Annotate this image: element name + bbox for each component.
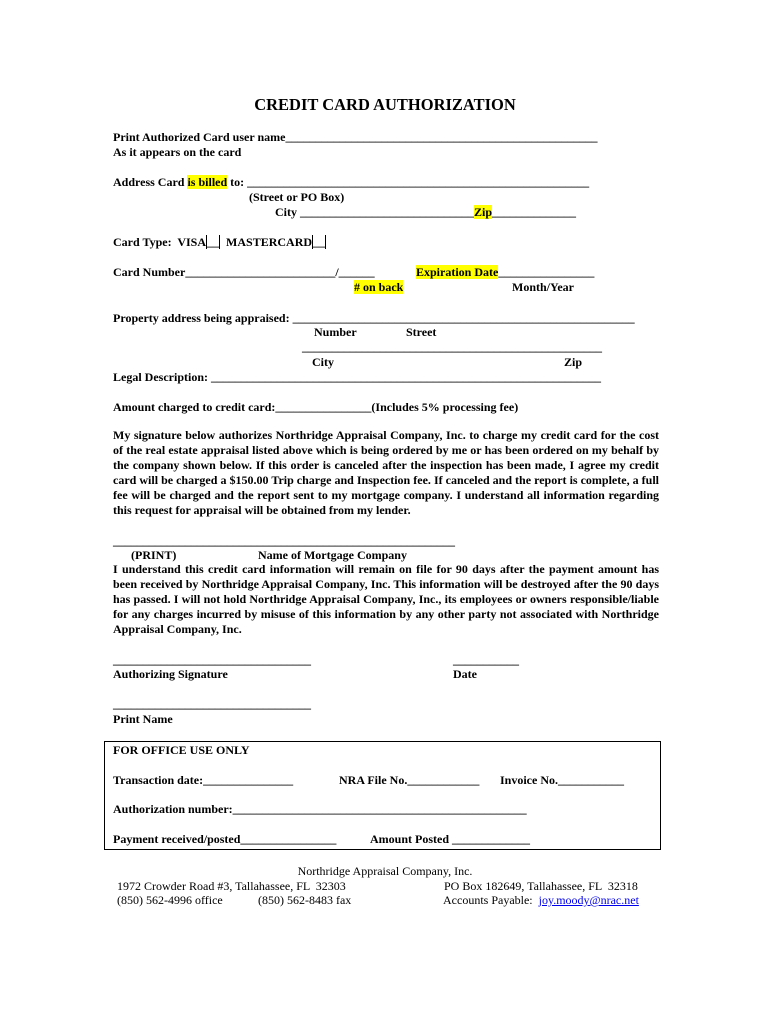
- address-row: [113, 175, 589, 189]
- zip-caption: Zip: [564, 355, 583, 369]
- transaction-label: Transaction date:: [113, 773, 204, 787]
- auth-number-field[interactable]: _________________________________________________: [232, 802, 527, 816]
- mastercard-checkbox[interactable]: __: [313, 235, 326, 249]
- print-name-field[interactable]: _________________________________: [113, 697, 311, 711]
- nra-label: NRA File No.: [339, 773, 408, 787]
- is-billed-highlight: is billed: [187, 175, 228, 189]
- address-label: Address Card: [113, 175, 188, 189]
- on-back-label: # on back: [354, 280, 404, 294]
- signature-label: Authorizing Signature: [113, 667, 228, 681]
- mortgage-name-label: Name of Mortgage Company: [258, 548, 407, 562]
- street-caption-2: Street: [406, 325, 437, 339]
- city-label: City: [275, 205, 297, 219]
- amount-label: Amount charged to credit card:: [113, 400, 276, 414]
- amount-note: (Includes 5% processing fee): [371, 400, 519, 414]
- address-label-end: to:: [227, 175, 245, 189]
- card-user-subtext: As it appears on the card: [113, 145, 242, 159]
- invoice-field[interactable]: ___________: [558, 773, 624, 787]
- mortgage-field[interactable]: _________________________________________________________: [113, 534, 455, 548]
- posted-label: Amount Posted: [370, 832, 453, 846]
- payment-label: Payment received/posted: [113, 832, 241, 846]
- card-user-row: [113, 130, 597, 144]
- invoice-row: [500, 773, 624, 787]
- office-heading: FOR OFFICE USE ONLY: [113, 743, 250, 757]
- property-row: [113, 311, 635, 325]
- month-year-caption: Month/Year: [512, 280, 574, 294]
- payable-label: Accounts Payable:: [443, 893, 539, 907]
- footer-company: Northridge Appraisal Company, Inc.: [297, 864, 473, 878]
- legal-field[interactable]: _________________________________________________________________: [211, 370, 601, 384]
- visa-checkbox[interactable]: __: [207, 235, 220, 249]
- city-zip-row: [275, 205, 576, 219]
- footer-po-box: PO Box 182649, Tallahassee, FL 32318: [444, 879, 638, 893]
- nra-field[interactable]: ____________: [407, 773, 480, 787]
- posted-row: [370, 832, 530, 846]
- date-label: Date: [453, 667, 477, 681]
- payment-row: [113, 832, 336, 846]
- nra-row: [339, 773, 479, 787]
- card-number-label: Card Number: [113, 265, 186, 279]
- print-label: (PRINT): [131, 548, 177, 562]
- retention-paragraph: I understand this credit card information will remain on file for 90 days after the payment amount has been received by Northridge Appraisal Company, Inc. This information will be destroyed after the 90 days has passed. I will not hold Northridge Appraisal Company, Inc., its employees or owners responsible/liable for any charges incurred by misuse of this information by any other party not associated with Northridge Appraisal Company, Inc.: [113, 562, 659, 636]
- transaction-row: [113, 773, 293, 787]
- property-label: Property address being appraised:: [113, 311, 290, 325]
- city-caption: City: [312, 355, 334, 369]
- card-type-row: [113, 235, 326, 249]
- footer-address: 1972 Crowder Road #3, Tallahassee, FL 32303: [117, 879, 346, 893]
- city-field[interactable]: _____________________________: [300, 205, 474, 219]
- footer-office-phone: (850) 562-4996 office: [117, 893, 223, 907]
- signature-field[interactable]: _________________________________: [113, 653, 311, 667]
- property-field-2[interactable]: __________________________________________________: [302, 340, 602, 354]
- card-user-label: Print Authorized Card user name: [113, 130, 286, 144]
- print-name-label: Print Name: [113, 712, 173, 726]
- card-user-field[interactable]: ____________________________________________________: [285, 130, 598, 144]
- security-code-field[interactable]: ______: [338, 265, 375, 279]
- email-link[interactable]: joy.moody@nrac.net: [538, 893, 639, 907]
- expiration-label: Expiration Date: [416, 265, 499, 279]
- auth-number-row: [113, 802, 527, 816]
- expiration-row: [416, 265, 594, 279]
- authorization-paragraph: My signature below authorizes Northridge Appraisal Company, Inc. to charge my credit card for the cost of the real estate appraisal listed above which is being ordered by me or has been ordered on my behalf by the company shown below. If this order is canceled after the inspection has been made, I agree my credit card will be charged a $150.00 Trip charge and Inspection fee. If canceled and the report is complete, a full fee will be charged and the report sent to my mortgage company. I understand all information regarding this request for appraisal will be obtained from my lender.: [113, 428, 659, 517]
- legal-label: Legal Description:: [113, 370, 208, 384]
- auth-number-label: Authorization number:: [113, 802, 233, 816]
- amount-field[interactable]: ________________: [275, 400, 372, 414]
- zip-label: Zip: [474, 205, 493, 219]
- footer-payable-row: [443, 893, 639, 907]
- card-type-label: Card Type: VISA: [113, 235, 207, 249]
- transaction-field[interactable]: _______________: [203, 773, 294, 787]
- payment-field[interactable]: ________________: [240, 832, 337, 846]
- footer-fax: (850) 562-8483 fax: [258, 893, 352, 907]
- invoice-label: Invoice No.: [500, 773, 558, 787]
- amount-row: [113, 400, 518, 414]
- date-field[interactable]: ___________: [453, 653, 519, 667]
- number-caption: Number: [314, 325, 357, 339]
- address-field[interactable]: _________________________________________________________: [247, 175, 590, 189]
- mastercard-label: MASTERCARD: [226, 235, 313, 249]
- property-field[interactable]: _________________________________________________________: [292, 311, 635, 325]
- street-caption: (Street or PO Box): [249, 190, 345, 204]
- zip-field[interactable]: ______________: [492, 205, 577, 219]
- card-number-row: [113, 265, 375, 279]
- expiration-field[interactable]: ________________: [498, 265, 595, 279]
- legal-row: [113, 370, 601, 384]
- card-number-field[interactable]: _________________________/: [185, 265, 339, 279]
- posted-field[interactable]: _____________: [452, 832, 531, 846]
- page-title: CREDIT CARD AUTHORIZATION: [254, 95, 516, 114]
